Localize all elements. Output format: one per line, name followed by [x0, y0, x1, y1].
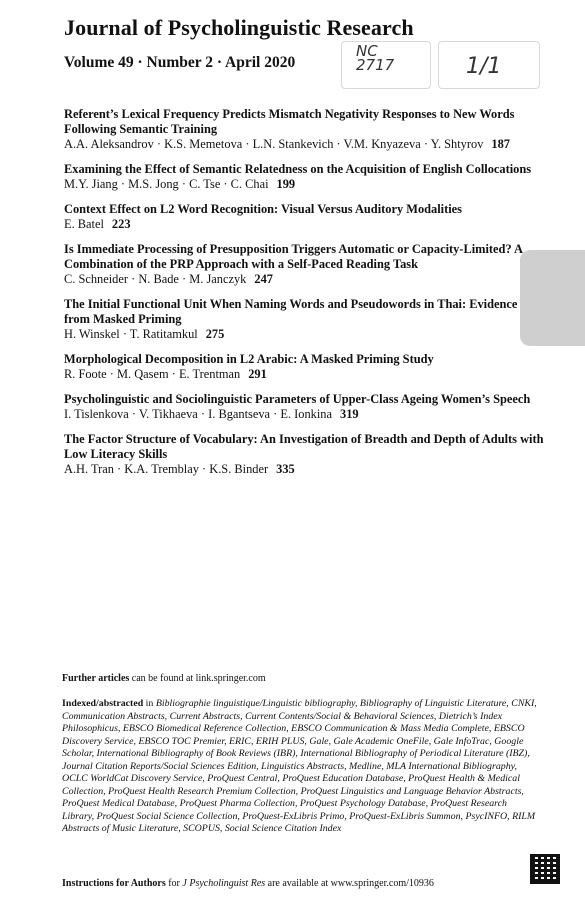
- indexed-list: Bibliographie linguistique/Linguistic bibliography, Bibliography of Linguistic Literature, CNKI, Communication Abstracts, Current Abstracts, Current Contents/Social & Behavioral Sciences, Dietrich’s Index Philosophicus, EBSCO Biomedical Reference Collection, EBSCO Communication & Mass Media Complete, EBSCO Discovery Service, EBSCO TOC Premier, ERIC, ERIH PLUS, Gale, Gale Academic OneFile, Gale InfoTrac, Google Scholar, International Bibliography of Book Reviews (IBR), International Bibliography of Periodical Literature (IBZ), Journal Citation Reports/Social Sciences Edition, Linguistics Abstracts, Medline, MLA International Bibliography, OCLC WorldCat Discovery Service, ProQuest Central, ProQuest Education Database, ProQuest Health & Medical Collection, ProQuest Health Research Premium Collection, ProQuest Linguistics and Language Behavior Abstracts, ProQuest Medical Database, ProQuest Pharma Collection, ProQuest Psychology Database, ProQuest Research Library, ProQuest Social Science Collection, ProQuest-ExLibris Primo, ProQuest-ExLibris Summon, PsycINFO, RILM Abstracts of Music Literature, SCOPUS, Social Science Citation Index: [62, 698, 537, 834]
- article-page-number: 199: [276, 177, 296, 191]
- article-page-number: 223: [111, 217, 131, 231]
- article-title[interactable]: The Initial Functional Unit When Naming Words and Pseudowords in Thai: Evidence from Masked Priming: [64, 297, 518, 326]
- article-page-number: 187: [491, 137, 510, 151]
- article-title[interactable]: Psycholinguistic and Sociolinguistic Parameters of Upper-Class Ageing Women’s Speech: [64, 392, 531, 406]
- article-authors-text: M.Y. Jiang · M.S. Jong · C. Tse · C. Chai: [64, 177, 269, 191]
- article-authors: [64, 137, 544, 152]
- journal-abbreviation: J Psycholinguist Res: [182, 878, 266, 889]
- instructions-prefix: for: [165, 878, 183, 889]
- handwritten-note-a-line2: 2717: [356, 56, 395, 74]
- further-articles-note: [62, 673, 266, 684]
- issue-info: Volume 49 · Number 2 · April 2020: [64, 54, 296, 71]
- further-articles-label: Further articles: [62, 673, 130, 684]
- article-page-number: 275: [205, 327, 225, 341]
- article-authors-text: A.A. Aleksandrov · K.S. Memetova · L.N. Stankevich · V.M. Knyazeva · Y. Shtyrov: [64, 137, 484, 151]
- article-authors-text: H. Winskel · T. Ratitamkul: [64, 327, 198, 341]
- article-authors: [64, 217, 544, 232]
- instructions-for-authors: [62, 878, 434, 889]
- qr-code-icon: [532, 856, 558, 882]
- article-entry: [64, 432, 544, 477]
- article-page-number: 335: [276, 462, 295, 476]
- article-authors: [64, 272, 544, 287]
- article-entry: [64, 162, 544, 192]
- article-authors-text: E. Batel: [64, 217, 104, 231]
- article-title[interactable]: Referent’s Lexical Frequency Predicts Mismatch Negativity Responses to New Words Following Semantic Training: [64, 107, 515, 136]
- article-entry: [64, 352, 544, 382]
- handwritten-note-b: 1/1: [466, 54, 502, 79]
- article-title[interactable]: Examining the Effect of Semantic Relatedness on the Acquisition of English Collocations: [64, 162, 532, 176]
- article-authors: [64, 177, 544, 192]
- article-page-number: 319: [340, 407, 359, 421]
- article-entry: [64, 297, 544, 342]
- instructions-label: Instructions for Authors: [62, 878, 166, 889]
- article-entry: [64, 202, 544, 232]
- handwritten-note-a-line1: NC: [356, 42, 378, 60]
- article-authors-text: A.H. Tran · K.A. Tremblay · K.S. Binder: [64, 462, 269, 476]
- article-title[interactable]: Morphological Decomposition in L2 Arabic: A Masked Priming Study: [64, 352, 434, 366]
- article-entry: [64, 242, 544, 287]
- article-page-number: 247: [254, 272, 273, 286]
- indexed-label: Indexed/abstracted: [62, 698, 144, 709]
- article-page-number: 291: [248, 367, 267, 381]
- article-authors: [64, 462, 544, 477]
- article-title[interactable]: Context Effect on L2 Word Recognition: Visual Versus Auditory Modalities: [64, 202, 463, 216]
- article-title[interactable]: Is Immediate Processing of Presupposition Triggers Automatic or Capacity-Limited? A Combination of the PRP Approach with a Self-Paced Reading Task: [64, 242, 523, 271]
- article-authors-text: R. Foote · M. Qasem · E. Trentman: [64, 367, 241, 381]
- article-title[interactable]: The Factor Structure of Vocabulary: An Investigation of Breadth and Depth of Adults with Low Literacy Skills: [64, 432, 544, 461]
- article-entry: [64, 392, 544, 422]
- indexed-prefix: in: [143, 698, 156, 709]
- article-entry: [64, 107, 544, 152]
- article-authors-text: I. Tislenkova · V. Tikhaeva · I. Bgantseva · E. Ionkina: [64, 407, 332, 421]
- table-of-contents: [64, 107, 544, 487]
- further-articles-text: can be found at link.springer.com: [129, 673, 266, 684]
- article-authors: [64, 327, 544, 342]
- journal-title: Journal of Psycholinguistic Research: [64, 15, 414, 40]
- handwritten-note-a: [356, 44, 394, 72]
- article-authors-text: C. Schneider · N. Bade · M. Janczyk: [64, 272, 247, 286]
- article-authors: [64, 367, 544, 382]
- instructions-suffix: are available at www.springer.com/10936: [265, 878, 434, 889]
- article-authors: [64, 407, 544, 422]
- indexing-note: [62, 698, 540, 836]
